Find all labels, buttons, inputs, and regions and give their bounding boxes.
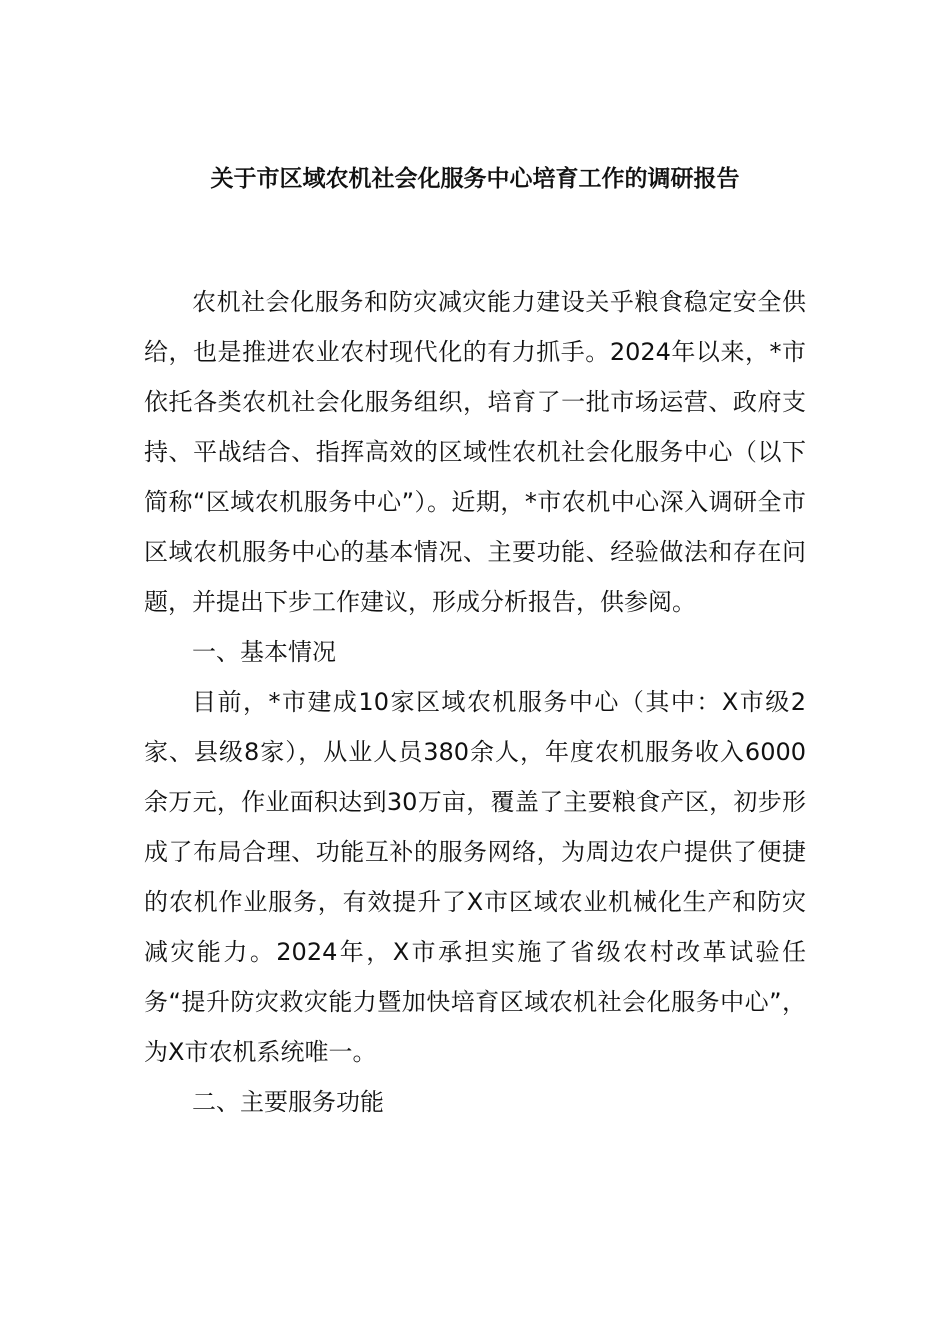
section-heading-main-functions: 二、主要服务功能 [192, 1088, 384, 1116]
intro-paragraph: 农机社会化服务和防灾减灾能力建设关乎粮食稳定安全供给，也是推进农业农村现代化的有力抓手。2024年以来，*市依托各类农机社会化服务组织，培育了一批市场运营、政府支持、平战结合、指挥高效的区域性农机社会化服务中心（以下简称“区域农机服务中心”）。近期，*市农机中心深入调研全市区域农机服务中心的基本情况、主要功能、经验做法和存在问题，并提出下步工作建议，形成分析报告，供参阅。 [144, 288, 806, 616]
basic-situation-paragraph: 目前，*市建成10家区域农机服务中心（其中：X市级2家、县级8家），从业人员380余人，年度农机服务收入6000余万元，作业面积达到30万亩，覆盖了主要粮食产区，初步形成了布局合理、功能互补的服务网络，为周边农户提供了便捷的农机作业服务，有效提升了X市区域农业机械化生产和防灾减灾能力。2024年，X市承担实施了省级农村改革试验任务“提升防灾救灾能力暨加快培育区域农机社会化服务中心”，为X市农机系统唯一。 [144, 688, 806, 1066]
document-body [144, 277, 806, 1127]
section-heading-basic-situation: 一、基本情况 [192, 638, 336, 666]
document-title: 关于市区域农机社会化服务中心培育工作的调研报告 [210, 166, 740, 192]
